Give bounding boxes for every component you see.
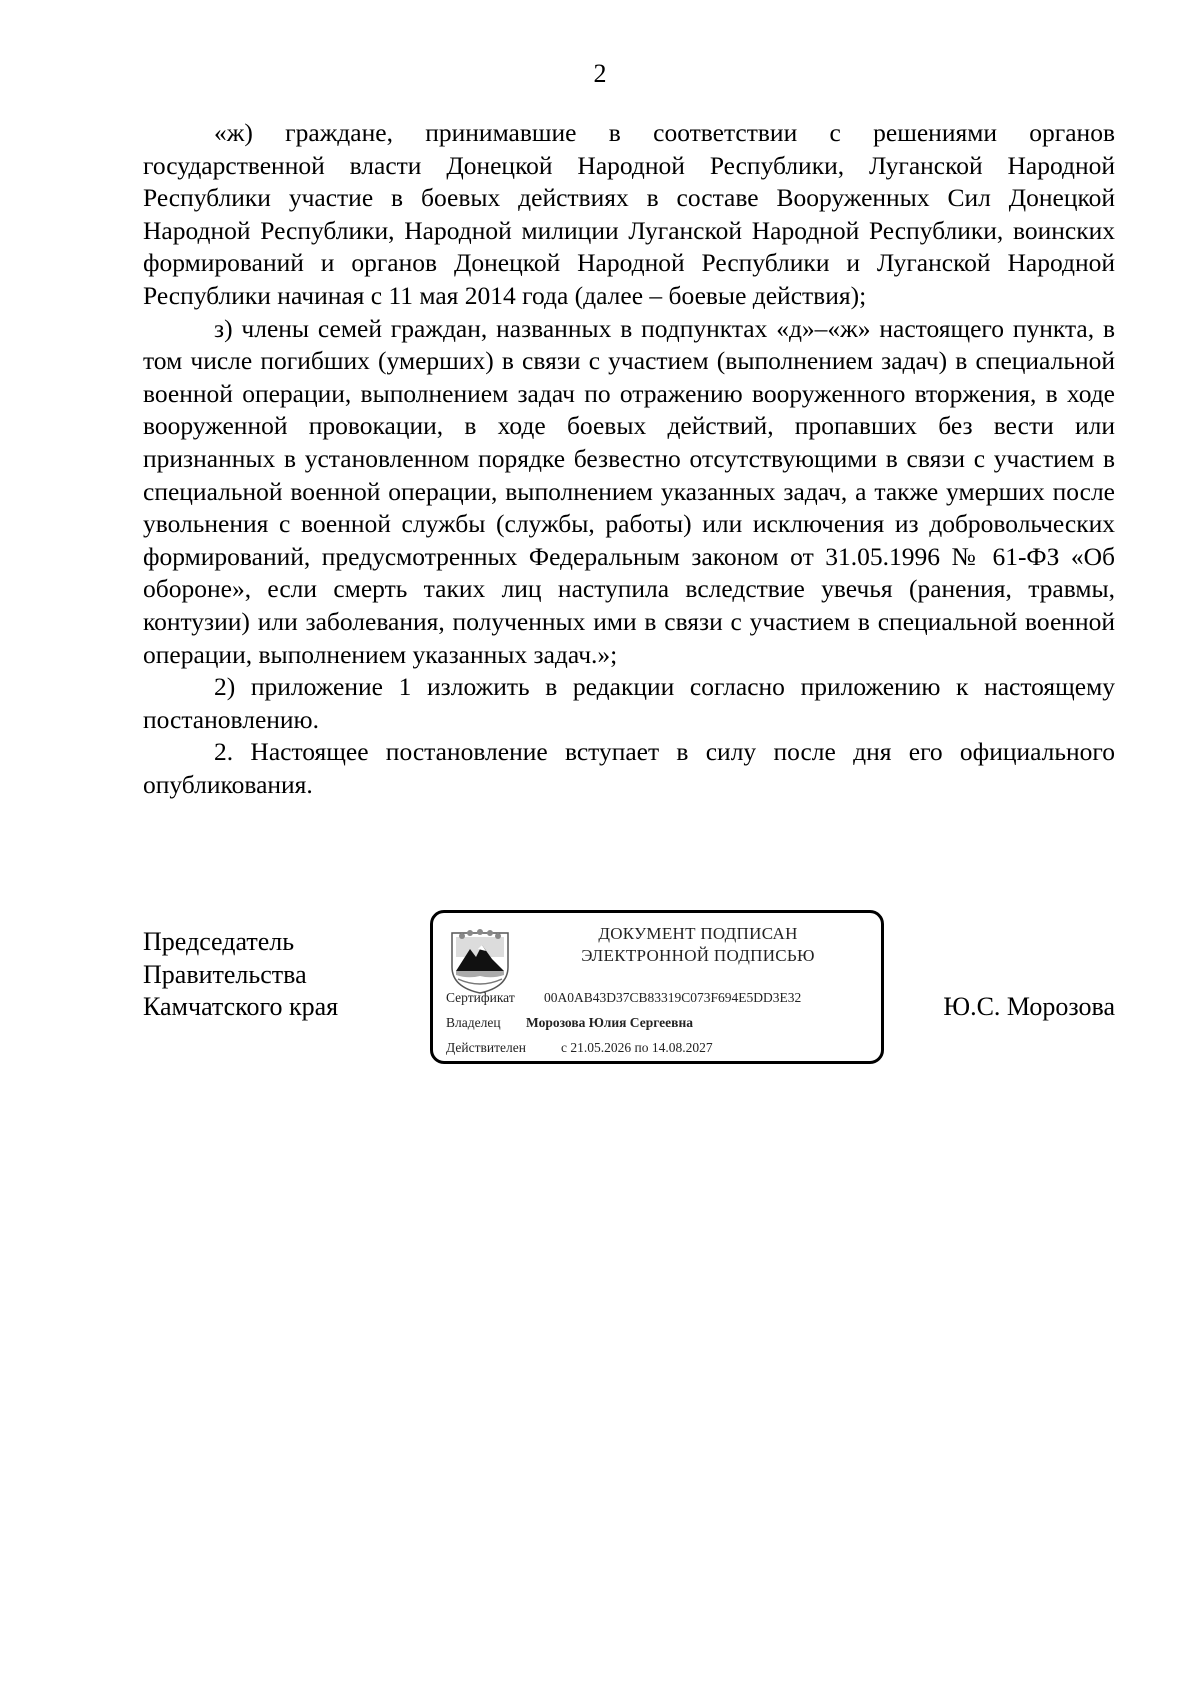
paragraph-appendix: 2) приложение 1 изложить в редакции согласно приложению к настоящему постановлению. — [143, 672, 1115, 734]
stamp-certificate-row — [446, 989, 801, 1007]
stamp-validity-row — [446, 1039, 713, 1057]
owner-label: Владелец — [446, 1015, 501, 1030]
certificate-value: 00A0AB43D37CB83319C073F694E5DD3E32 — [544, 990, 802, 1005]
stamp-title-line: ЭЛЕКТРОННОЙ ПОДПИСЬЮ — [581, 946, 815, 965]
electronic-signature-stamp — [430, 910, 884, 1064]
signer-position — [143, 926, 338, 1024]
paragraph-z: з) члены семей граждан, названных в подпунктах «д»–«ж» настоящего пункта, в том числе погибших (умерших) в связи с участием (выполнением задач) в специальной военной операции, выполнением задач по отражению вооруженного вторжения, в ходе вооруженной провокации, в ходе боевых действий, пропавших без вести или признанных в установленном порядке безвестно отсутствующими в связи с участием в специальной военной операции, выполнением указанных задач, а также умерших после увольнения с военной службы (службы, работы) или исключения из добровольческих формирований, предусмотренных Федеральным законом от 31.05.1996 № 61-ФЗ «Об обороне», если смерть таких лиц наступила вследствие увечья (ранения, травмы, контузии) или заболевания, полученных ими в связи с участием в специальной военной операции, выполнением указанных задач.»; — [143, 313, 1115, 669]
valid-label: Действителен — [446, 1040, 526, 1055]
stamp-title — [523, 923, 873, 967]
signer-position-line: Правительства — [143, 959, 307, 989]
document-body — [143, 117, 1115, 801]
kamchatka-coat-of-arms-icon — [448, 927, 512, 995]
certificate-label: Сертификат — [446, 990, 515, 1005]
signer-position-line: Председатель — [143, 927, 295, 956]
paragraph-effective: 2. Настоящее постановление вступает в силу после дня его официального опубликования. — [143, 737, 1115, 799]
stamp-owner-row — [446, 1014, 693, 1032]
paragraph-zh: «ж) граждане, принимавшие в соответствии с решениями органов государственной власти Донецкой Народной Республики, Луганской Народной Республики участие в боевых действиях в составе Вооруженных Сил Донецкой Народной Республики, Народной милиции Луганской Народной Республики, воинских формирований и органов Донецкой Народной Республики и Луганской Народной Республики начиная с 11 мая 2014 года (далее – боевые действия); — [143, 118, 1115, 310]
owner-value: Морозова Юлия Сергеевна — [526, 1015, 693, 1030]
signer-position-line: Камчатского края — [143, 992, 339, 1021]
page-number: 2 — [593, 59, 607, 88]
signer-name: Ю.С. Морозова — [943, 992, 1115, 1021]
stamp-title-line: ДОКУМЕНТ ПОДПИСАН — [598, 924, 798, 943]
valid-value: с 21.05.2026 по 14.08.2027 — [561, 1040, 713, 1055]
